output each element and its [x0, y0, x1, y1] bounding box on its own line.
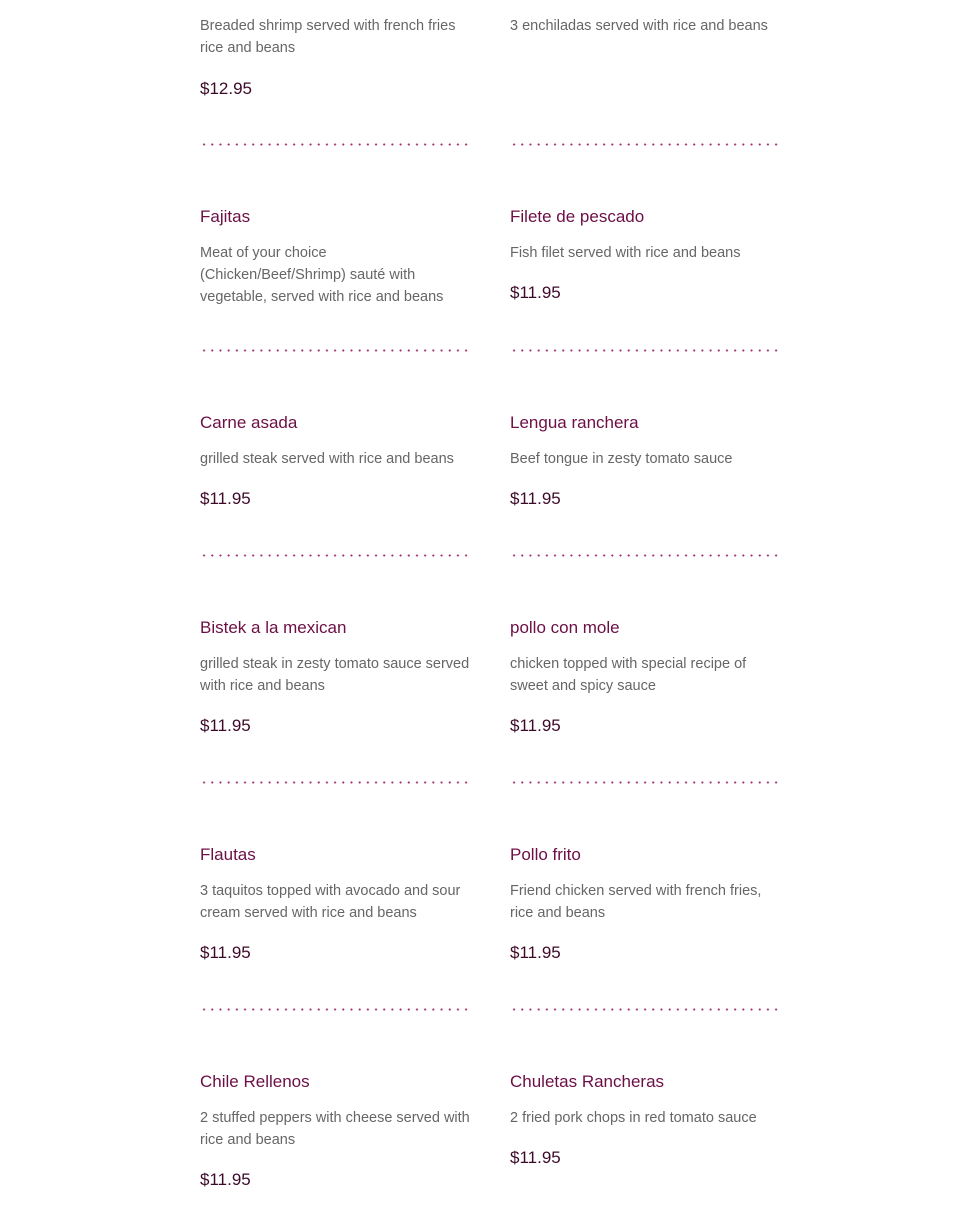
dotted-separator [200, 554, 470, 557]
item-description: Fish filet served with rice and beans [510, 245, 741, 261]
item-name: Chuletas Rancheras [510, 1072, 665, 1091]
menu-item [200, 207, 472, 308]
item-price: $11.95 [510, 489, 561, 508]
dotted-separator [200, 349, 470, 352]
menu-item [510, 1072, 782, 1168]
menu-item [200, 845, 472, 963]
item-description: Meat of your choice (Chicken/Beef/Shrimp) sauté with vegetable, served with rice and beans [200, 245, 444, 305]
item-price: $11.95 [510, 283, 561, 302]
item-price: $11.95 [510, 1148, 561, 1167]
item-description: Breaded shrimp served with french fries rice and beans [200, 18, 456, 56]
item-description: Friend chicken served with french fries, rice and beans [510, 883, 762, 921]
item-name: Carne asada [200, 413, 298, 432]
item-price: $11.95 [200, 716, 251, 735]
item-description: grilled steak served with rice and beans [200, 451, 454, 467]
item-name: Fajitas [200, 207, 251, 226]
item-description: chicken topped with special recipe of sweet and spicy sauce [510, 656, 747, 694]
item-description: 3 enchiladas served with rice and beans [510, 18, 768, 34]
menu-item [200, 413, 472, 509]
item-name: pollo con mole [510, 618, 620, 637]
menu-item [510, 845, 782, 963]
item-price: $11.95 [200, 1170, 251, 1189]
item-name: Filete de pescado [510, 207, 645, 226]
item-price: $11.95 [200, 489, 251, 508]
dotted-separator [510, 349, 780, 352]
menu-item [200, 618, 472, 736]
item-price: $12.95 [200, 79, 252, 98]
item-description: Beef tongue in zesty tomato sauce [510, 451, 733, 467]
item-name: Lengua ranchera [510, 413, 639, 432]
dotted-separator [510, 1008, 780, 1011]
dotted-separator [200, 143, 470, 146]
item-name: Chile Rellenos [200, 1072, 310, 1091]
menu-item [510, 413, 782, 509]
menu-item [510, 618, 782, 736]
menu-item [200, 15, 472, 99]
menu-item [510, 207, 782, 303]
item-price: $11.95 [510, 716, 561, 735]
dotted-separator [510, 781, 780, 784]
item-name: Flautas [200, 845, 256, 864]
item-description: 2 stuffed peppers with cheese served with rice and beans [200, 1110, 470, 1148]
dotted-separator [200, 781, 470, 784]
item-name: Pollo frito [510, 845, 581, 864]
item-description: 2 fried pork chops in red tomato sauce [510, 1110, 757, 1126]
menu-item [200, 1072, 472, 1190]
item-name: Bistek a la mexican [200, 618, 347, 637]
dotted-separator [510, 554, 780, 557]
item-description: grilled steak in zesty tomato sauce served with rice and beans [200, 656, 470, 694]
menu-item [510, 15, 782, 37]
item-price: $11.95 [510, 943, 561, 962]
item-price: $11.95 [200, 943, 251, 962]
dotted-separator [510, 143, 780, 146]
item-description: 3 taquitos topped with avocado and sour cream served with rice and beans [200, 883, 461, 921]
dotted-separator [200, 1008, 470, 1011]
